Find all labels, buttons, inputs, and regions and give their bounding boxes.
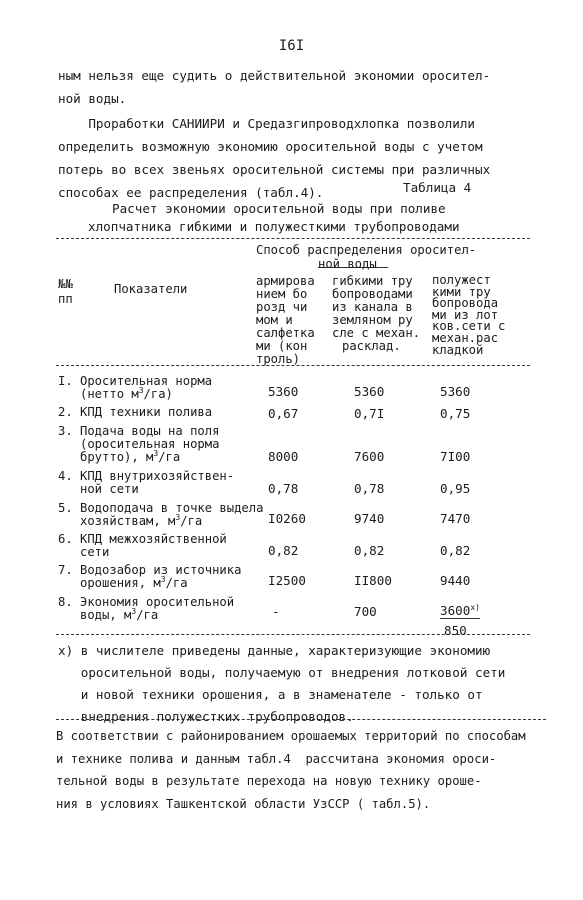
- paragraph-1: ным нельзя еще судить о действительной экономии оросител- ной воды.: [58, 68, 491, 106]
- table-footnote: x) в числителе приведены данные, характеризующие экономию оросительной воды, получаемую от внедрения лотковой сети и новой техники орошения, а в знаменателе - только от внедрения полужестких трубопроводов.: [58, 643, 506, 724]
- table-label: Таблица 4: [403, 180, 472, 195]
- paragraph-2: Проработки САНИИРИ и Средазгипроводхлопка позволили определить возможную экономию оросительной воды с учетом потерь во всех звеньях оросительной системы при различных способах ее распределения (табл.4).: [58, 116, 491, 200]
- row-1-label: I. Оросительная норма (нетто $м^3/га$): [58, 374, 213, 401]
- row-5-label: 5. Водоподача в точке выдела хозяйствам, $м^3/га$: [58, 501, 264, 528]
- row-5-col-2: 9740: [354, 511, 385, 526]
- table-title-line-2: хлопчатника гибкими и полужесткими трубопроводами: [88, 219, 460, 234]
- row-3-label: 3. Подача воды на поля (оросительная норма брутто), $м^3/га$: [58, 424, 220, 464]
- row-7-label: 7. Водозабор из источника орошения, $м^3/га$: [58, 563, 242, 590]
- row-6-label: 6. КПД межхозяйственной сети: [58, 532, 227, 559]
- row-6-col-1: 0,82: [268, 543, 299, 558]
- row-4-label: 4. КПД внутрихозяйствен- ной сети: [58, 469, 235, 496]
- table-title-line-1: Расчет экономии оросительной воды при поливе: [112, 201, 446, 216]
- row-2-col-3: 0,75: [440, 406, 471, 421]
- header-indicators: Показатели: [114, 282, 188, 296]
- row-8-col-3-denominator: 850: [444, 623, 467, 638]
- header-col-2: гибкими тру бопроводами из канала в земляном ру сле с механ. расклад.: [332, 274, 421, 353]
- header-col-1: армирова нием бо розд чи мом и салфетка ми (кон троль): [256, 274, 315, 366]
- row-4-col-1: 0,78: [268, 481, 299, 496]
- row-7-col-1: I2500: [268, 573, 306, 588]
- row-4-col-3: 0,95: [440, 481, 471, 496]
- row-8-label: 8. Экономия оросительной воды, $м^3/га$: [58, 595, 235, 622]
- row-8-col-3-numerator: 3600$^{x)}$: [440, 603, 480, 618]
- row-2-label: 2. КПД техники полива: [58, 405, 213, 419]
- row-2-col-2: 0,7I: [354, 406, 385, 421]
- row-1-col-1: 5360: [268, 384, 299, 399]
- page-number: I6I: [278, 38, 305, 54]
- header-col-3: полужест кими тру бопровода ми из лот ков.сети с механ.рас кладкой: [432, 273, 506, 357]
- row-1-col-2: 5360: [354, 384, 385, 399]
- row-5-col-1: I0260: [268, 511, 306, 526]
- paragraph-3: В соответствии с районированием орошаемых территорий по способам и технике полива и данным табл.4 рассчитана экономия ороси- тельной воды в результате перехода на новую технику ороше- ния в условиях Ташкентской области УзССР ( табл.5).: [56, 729, 526, 811]
- table-top-rule: [56, 238, 530, 239]
- row-7-col-2: II800: [354, 573, 392, 588]
- row-3-col-1: 8000: [268, 449, 299, 464]
- row-8-col-1: -: [272, 604, 280, 619]
- row-5-col-3: 7470: [440, 511, 471, 526]
- row-2-col-1: 0,67: [268, 406, 299, 421]
- row-1-col-3: 5360: [440, 384, 471, 399]
- row-4-col-2: 0,78: [354, 481, 385, 496]
- header-method: Способ распределения оросител- ной воды: [256, 243, 477, 271]
- row-6-col-3: 0,82: [440, 543, 471, 558]
- row-3-col-2: 7600: [354, 449, 385, 464]
- header-number: №№ пп: [58, 277, 73, 306]
- row-8-col-2: 700: [354, 604, 377, 619]
- row-3-col-3: 7I00: [440, 449, 471, 464]
- row-6-col-2: 0,82: [354, 543, 385, 558]
- row-7-col-3: 9440: [440, 573, 471, 588]
